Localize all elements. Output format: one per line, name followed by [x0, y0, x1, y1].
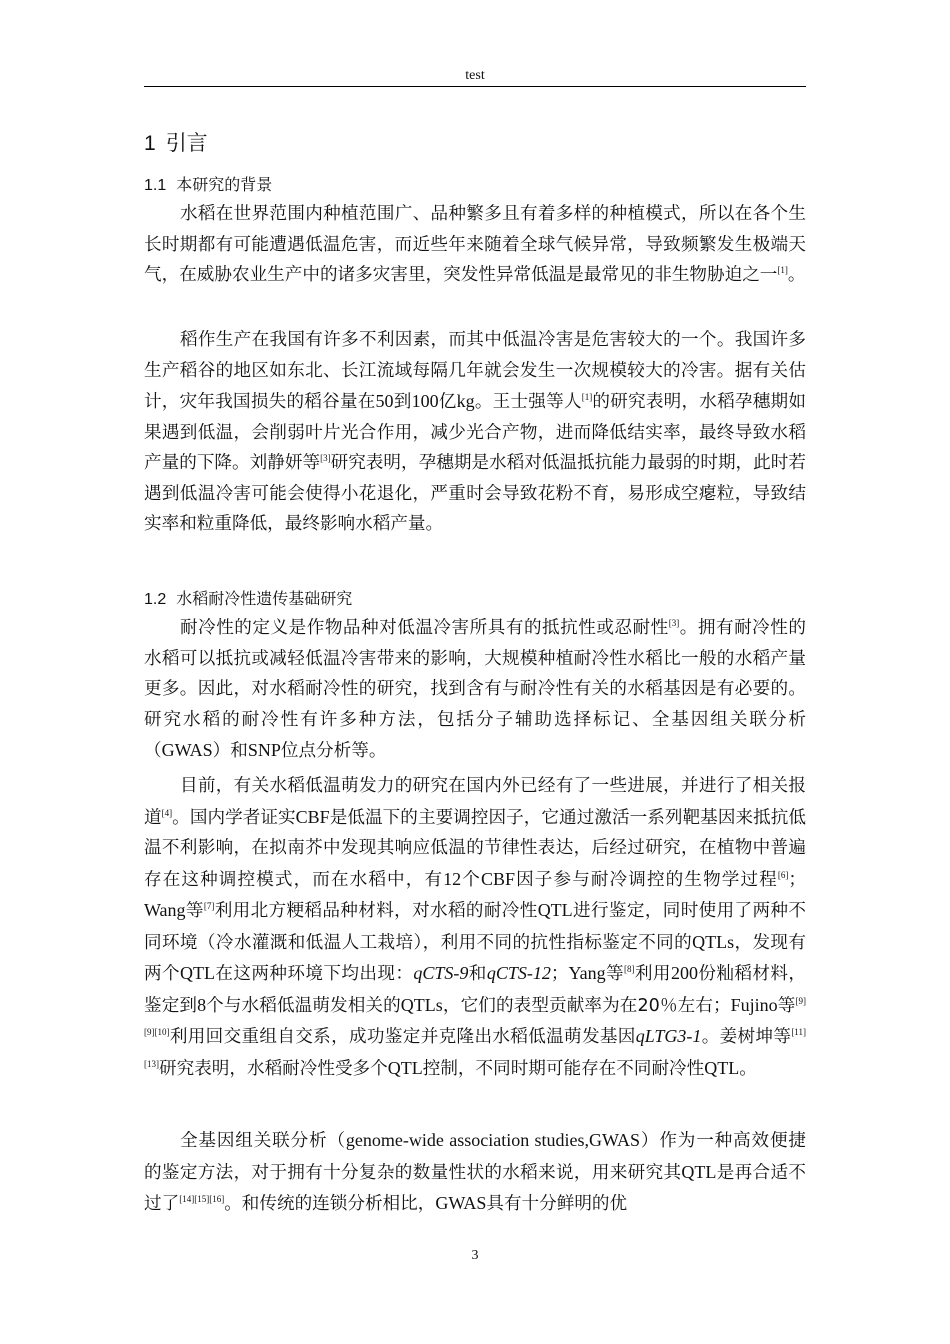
citation: [11][13] [144, 1027, 806, 1069]
citation: [14][15][16] [179, 1194, 225, 1204]
subsection-heading-1-1 [144, 172, 272, 195]
paragraph-cold-tolerance-1: 耐冷性的定义是作物品种对低温冷害所具有的抵抗性或忍耐性[3]。拥有耐冷性的水稻可以抵抗或减轻低温冷害带来的影响，大规模种植耐冷性水稻比一般的水稻产量更多。因此，对水稻耐冷性的研究，找到含有与耐冷性有关的水稻基因是有必要的。研究水稻的耐冷性有许多种方法，包括分子辅助选择标记、全基因组关联分析（GWAS）和SNP位点分析等。 [144, 618, 806, 761]
gene-name: qCTS-9 [413, 963, 469, 983]
citation: [1] [777, 265, 788, 275]
paragraph-background-1: 水稻在世界范围内种植范围广、品种繁多且有着多样的种植模式，所以在各个生长时期都有可能遭遇低温危害，而近些年来随着全球气候异常，导致频繁发生极端天气，在威胁农业生产中的诸多灾害里，突发性异常低温是最常见的非生物胁迫之一[1]。 [144, 204, 806, 285]
subsection-heading-1-2 [144, 586, 352, 609]
citation: [3] [668, 618, 680, 628]
section-heading-1 [144, 127, 208, 157]
page-number: 3 [471, 1248, 479, 1263]
citation: [8] [624, 964, 635, 974]
subsection-title: 水稻耐冷性遗传基础研究 [176, 589, 353, 608]
subsection-number: 1.1 [144, 177, 167, 194]
running-header: test [465, 68, 485, 83]
section-title: 引言 [165, 131, 208, 155]
citation: [6] [777, 869, 789, 880]
paragraph-gwas: 全基因组关联分析（genome-wide association studies,GWAS）作为一种高效便捷的鉴定方法，对于拥有十分复杂的数量性状的水稻来说，用来研究其QTL是再合适不过了[14][15][16]。和传统的连锁分析相比，GWAS具有十分鲜明的优 [144, 1130, 806, 1214]
subsection-number: 1.2 [144, 591, 167, 608]
citation: [7] [203, 901, 215, 911]
citation: [9][9][10] [144, 995, 806, 1037]
header-rule [144, 86, 806, 87]
citation: [1] [581, 392, 593, 402]
citation: [3] [320, 453, 331, 463]
gene-name: qLTG3-1 [635, 1026, 702, 1046]
citation: [4] [161, 807, 173, 818]
subsection-title: 本研究的背景 [176, 175, 273, 194]
gene-name: qCTS-12 [486, 963, 551, 983]
paragraph-cold-tolerance-2: 目前，有关水稻低温萌发力的研究在国内外已经有了一些进展，并进行了相关报道[4]。国内学者证实CBF是低温下的主要调控因子，它通过激活一系列靶基因来抵抗低温不利影响，在拟南芥中发现其响应低温的节律性表达，后经过研究，在植物中普遍存在这种调控模式，而在水稻中，有12个CBF因子参与耐冷调控的生物学过程[6]；Wang等[7]利用北方粳稻品种材料，对水稻的耐冷性QTL进行鉴定，同时使用了两种不同环境（冷水灌溉和低温人工栽培），利用不同的抗性指标鉴定不同的QTLs，发现有两个QTL在这两种环境下均出现：qCTS-9和qCTS-12；Yang等[8]利用200份籼稻材料，鉴定到8个与水稻低温萌发相关的QTLs，它们的表型贡献率为在20％左右；Fujino等[9][9][10]利用回交重组自交系，成功鉴定并克隆出水稻低温萌发基因qLTG3-1。姜树坤等[11][13]研究表明，水稻耐冷性受多个QTL控制，不同时期可能存在不同耐冷性QTL。 [144, 776, 806, 1079]
paragraph-background-2: 稻作生产在我国有许多不利因素，而其中低温冷害是危害较大的一个。我国许多生产稻谷的地区如东北、长江流域每隔几年就会发生一次规模较大的冷害。据有关估计，灾年我国损失的稻谷量在50到100亿kg。王士强等人[1]的研究表明，水稻孕穗期如果遇到低温，会削弱叶片光合作用，减少光合产物，进而降低结实率，最终导致水稻产量的下降。刘静妍等[3]研究表明，孕穗期是水稻对低温抵抗能力最弱的时期，此时若遇到低温冷害可能会使得小花退化，严重时会导致花粉不育，易形成空瘪粒，导致结实率和粒重降低，最终影响水稻产量。 [144, 330, 806, 534]
section-number: 1 [144, 132, 156, 155]
